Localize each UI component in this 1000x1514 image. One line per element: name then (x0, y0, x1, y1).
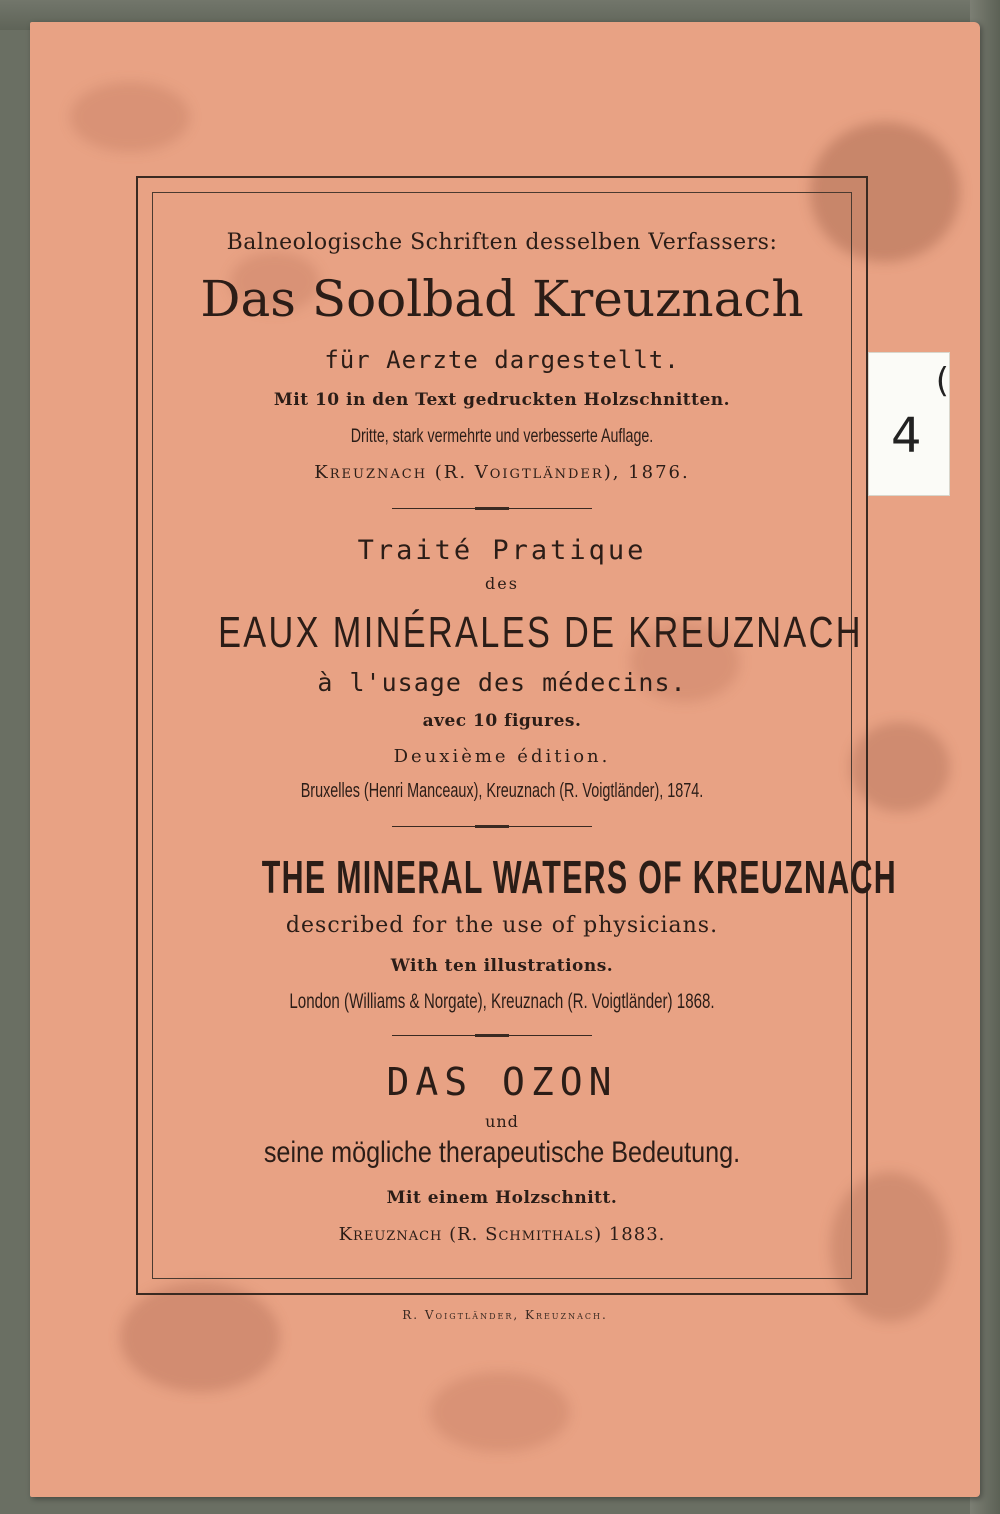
work-1-edition: Dritte, stark vermehrte und verbesserte Auflage. (350, 426, 654, 447)
section-divider (392, 508, 592, 509)
label-number: 4 (891, 408, 922, 464)
section-divider (392, 1035, 592, 1036)
stain (430, 1372, 570, 1452)
work-1-title: Das Soolbad Kreuznach (200, 270, 804, 328)
work-2-connector: des (485, 574, 519, 593)
work-3-illustrations: With ten illustrations. (390, 956, 614, 976)
work-1-illustrations: Mit 10 in den Text gedruckten Holzschnitten. (273, 390, 731, 410)
section-divider (392, 826, 592, 827)
work-2-illustrations: avec 10 figures. (422, 711, 582, 731)
intro-heading: Balneologische Schriften desselben Verfassers: (226, 230, 778, 255)
stain (120, 1282, 280, 1392)
work-2-subtitle: à l'usage des médecins. (317, 668, 687, 697)
work-2-publisher: Bruxelles (Henri Manceaux), Kreuznach (R. Voigtländer), 1874. (300, 780, 704, 802)
printer-imprint: R. Voigtländer, Kreuznach. (402, 1308, 608, 1322)
work-4-title: DAS OZON (386, 1060, 618, 1104)
work-4-publisher: Kreuznach (R. Schmithals) 1883. (338, 1224, 666, 1245)
work-1-subtitle: für Aerzte dargestellt. (324, 346, 680, 374)
work-4-illustrations: Mit einem Holzschnitt. (386, 1188, 618, 1208)
advertisement-frame (136, 176, 897, 1295)
catalog-label (868, 352, 950, 496)
label-partial-mark: ( (935, 361, 949, 401)
work-4-connector: und (485, 1112, 519, 1131)
book-back-cover (30, 22, 980, 1497)
work-3-subtitle: described for the use of physicians. (285, 913, 719, 938)
advertisement-content (138, 178, 897, 1293)
work-1-publisher: Kreuznach (R. Voigtländer), 1876. (314, 462, 690, 483)
work-2-edition: Deuxième édition. (393, 746, 611, 767)
stain (70, 82, 190, 152)
work-2-title: EAUX MINÉRALES DE KREUZNACH (218, 608, 863, 657)
work-2-pre-title: Traité Pratique (357, 535, 647, 566)
work-3-title: THE MINERAL WATERS OF KREUZNACH (261, 851, 897, 903)
work-3-publisher: London (Williams & Norgate), Kreuznach (R. Voigtländer) 1868. (289, 990, 715, 1013)
work-4-subtitle: seine mögliche therapeutische Bedeutung. (263, 1136, 741, 1169)
